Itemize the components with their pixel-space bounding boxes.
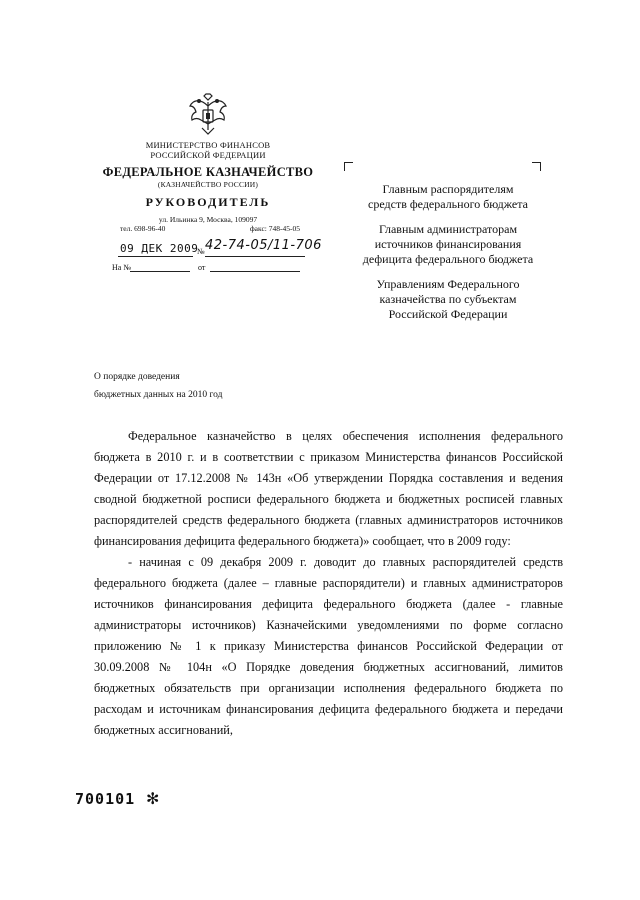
date-underline [118, 256, 193, 257]
body-paragraph: - начиная с 09 декабря 2009 г. доводит до главных распорядителей средств федерального бюджета (далее – главные распорядители) и главных администраторов источников финансирования дефицита федерального бюджета (далее - главные администраторы источников) Казначейскими уведомлениями по форме согласно приложению № 1 к приказу Министерства финансов Российской Федерации от 30.09.2008 № 104н «О Порядке доведения бюджетных ассигнований, лимитов бюджетных обязательств при организации исполнения федерального бюджета по расходам и источникам финансирования дефицита федерального бюджета и передачи бюджетных ассигнований, [94, 555, 563, 737]
asterisk-mark-icon: ✻ [146, 791, 160, 808]
ministry-name: МИНИСТЕРСТВО ФИНАНСОВ РОССИЙСКОЙ ФЕДЕРАЦИИ [145, 140, 271, 160]
reference-number-line [130, 271, 190, 272]
body-paragraph: Федеральное казначейство в целях обеспечения исполнения федерального бюджета в 2010 г. и в соответствии с приказом Министерства финансов Российской Федерации от 17.12.2008 № 143н «Об утверждении Порядка составления и ведения сводной бюджетной росписи федерального бюджета и бюджетных росписей главных распорядителей средств федерального бюджета (главных администраторов источников финансирования дефицита федерального бюджета)» сообщает, что в 2009 году: [94, 429, 563, 548]
reference-date-line [210, 271, 300, 272]
recipient-group-2: Главным администраторам источников финансирования дефицита федерального бюджета [362, 222, 534, 266]
fax: факс: 748-45-05 [249, 224, 300, 233]
letter-body [94, 426, 563, 741]
reference-label: На № [112, 263, 131, 272]
contacts [120, 224, 300, 233]
number-underline [205, 256, 305, 257]
double-headed-eagle-icon [185, 92, 231, 138]
address-corner-right [532, 162, 541, 171]
agency-name: ФЕДЕРАЛЬНОЕ КАЗНАЧЕЙСТВО [102, 165, 314, 179]
phone: тел. 698-96-40 [120, 224, 166, 233]
head-title: РУКОВОДИТЕЛЬ [145, 195, 271, 209]
agency-abbreviation: (КАЗНАЧЕЙСТВО РОССИИ) [157, 180, 259, 189]
reference-from-label: от [198, 263, 206, 272]
outgoing-date: 09 ДЕК 2009 [120, 242, 199, 255]
outgoing-number: 42-74-05/11-706 [205, 238, 322, 253]
recipient-group-1: Главным распорядителям средств федерального бюджета [368, 182, 528, 211]
document-code: 700101 [75, 790, 136, 808]
subject: О порядке доведения бюджетных данных на 2010 год [94, 372, 223, 400]
recipients-block [336, 182, 560, 332]
recipient-group-3: Управлениям Федерального казначейства по субъектам Российской Федерации [376, 277, 520, 321]
address: ул. Ильинка 9, Москва, 109097 [158, 215, 258, 224]
address-corner-left [344, 162, 353, 171]
number-label: № [197, 247, 205, 256]
